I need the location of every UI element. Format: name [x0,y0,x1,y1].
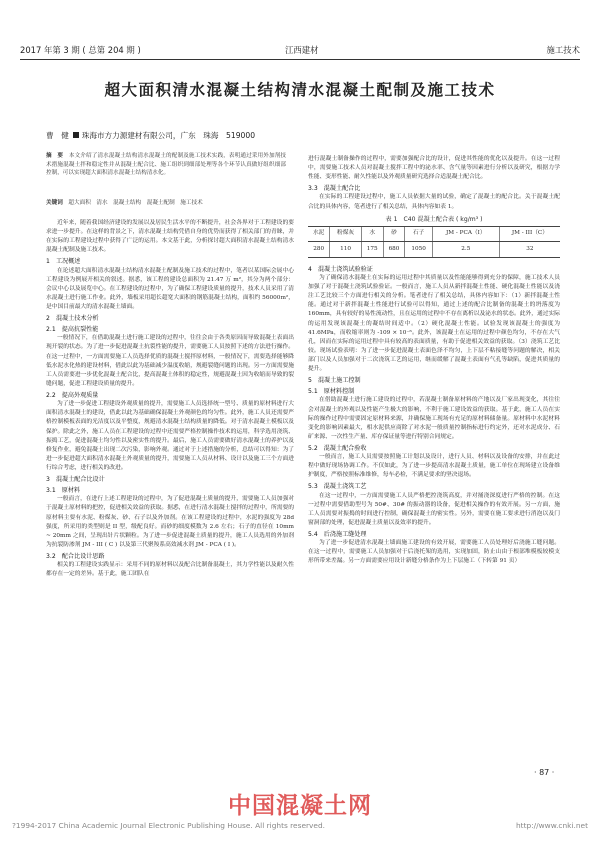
square-bullet-icon [73,132,79,138]
body-paragraph: 在借助混凝土进行施工建设的过程中，若混凝土制备原材料的产地以及厂家出现变化，其往往会对混凝土的外观以及性能产生极大的影响，不利于施工建设效益的获取。基于此，施工人员在实际的操作过程中需要固定原材料来源，并确保施工现场有充足的原材料储备量。原材料中水泥材料变化的影响因素最大，相水泥供应商除了对水泥一般质量控制指标进行约定外，还对水泥成分、石矿来源、一次性生产量、库存保证量等进行特别合同规定。 [308,397,560,440]
mix-ratio-table [308,226,560,258]
section-heading: 5.4 后浇施工缝处理 [308,530,367,538]
table-header-cell: 水泥 [308,226,330,241]
keywords [46,198,286,206]
running-header [20,44,580,58]
body-paragraph: 相关的工程建设实践显示：采用不同的原材料以及配合比制备混凝土，其力学性能以及耐久性都存在一定的差异。基于此，施工团队在 [46,562,294,578]
keywords-label: 关键词 [46,200,63,206]
section-heading: 5.3 混凝土浇筑工艺 [308,483,367,491]
section-heading: 3.1 原材料 [46,487,81,495]
section-heading: 5.2 混凝土配合验收 [308,444,367,452]
footer [12,821,588,833]
body-paragraph: 在实际的工程建设过程中，施工人员依据大量的试验，确定了混凝土的配合比。关于混凝土配合比的具体内容，笔者进行了相关总结，具体内容如表 1。 [308,194,560,210]
table-cell: 175 [361,242,383,257]
table-header-cell: JM - III（C） [499,226,560,241]
table-header-cell: 水 [361,226,383,241]
author-affiliation: 珠海市方力源建材有限公司，广东 珠海 519000 [81,131,256,140]
section-name: 施工技术 [546,45,580,55]
body-paragraph: 一般而言，在进行上述工程建设的过程中，为了促进混凝土质量的提升，需要施工人员加强对于混凝土原材料的把控，促进相关效益的获取。据悉，在进行清水混凝土搅拌的过程中，所需要的原材料主要有水泥、粉煤灰、砂、石子以及外加剂。在该工程建设的过程中，水泥的强度为 28d 强度，所采用的类型则是 II 型，级配良好。而砂的细度模数为 2.6 左右；石子的直径在 10mm ~ 20mm 之间，呈现出针片状颗粒。为了进一步促进混凝土质量的提升，施工人员选用的外加剂为抗裂防渗剂 JM - III ( C ) 以及第三代聚羧系高效减水剂 JM - PCA ( I )。 [46,496,294,549]
author-name: 曹 健 [46,131,69,140]
abstract [46,152,286,178]
table-cell: 680 [383,242,405,257]
issue-info: 2017 年第 3 期 ( 总第 204 期 ) [20,45,141,55]
page-number: · 87 · [534,768,555,777]
section-heading: 2 混凝土技术分析 [46,315,99,323]
body-paragraph: 为了进一步促进清水混凝土墙面施工建设的有效开展，需要施工人员处理好后浇施工缝问题。在这一过程中，需要施工人员加强对于后浇托架的选用，实现加固，防止山由于根部堆模板较模支形所带来差漏。另一方面需要应用设计新缝分格条作为上下层施工（下转第 91 页） [308,540,560,565]
abstract-label: 摘 要 [46,153,64,159]
right-column [308,155,560,567]
footer-url: http://www.cnki.net [515,821,588,830]
body-paragraph: 在这一过程中，一方面需要施工人员严格把控浇筑高度，并对捅浇深度进行严格的控制。在这一过程中需要借助型号为 50#、30# 的振动器的设备，促进相关操作的有效开展。另一方面，施工人员需要对振捣的时间进行控制，确保混凝土的密实性。另外，需要在施工要求进行消泡以及门窗洞部的处理，促进混凝土质量以及效率的提升。 [308,492,560,526]
body-paragraph: 近年来，随着我国经济建设的发展以及居民生活水平的不断提升，社会各界对于工程建设的要求进一步提升。在这样的背景之下，清水混凝土结构凭借自身的优势而获得了相关部门的青睐，并在实际的工程建设过程中获得了广泛的运用。本文基于此，分析探讨超大面积清水混凝土结构清水混凝土配制及施工技术。 [46,220,294,254]
table-header-cell: 粉煤灰 [330,226,362,241]
body-paragraph: 进行混凝土制备操作的过程中，需要加强配合比的设计，促进其性能的优化以及提升。在这一过程中，需要施工技术人员对混凝土搅拌工程中的泌水率、含气量等因素进行分析以及研究，根据力学性能、变形性能、耐久性能以及外观质量研究选择合适混凝土配合比。 [308,156,560,181]
watermark: 中国混凝土网 [228,793,372,819]
table-cell: 2.5 [432,242,499,257]
journal-name: 江西建材 [285,45,319,55]
body-paragraph: 为了确保清水混凝土在实际的运用过程中其质量以及性能能够得到充分的保障，施工技术人员加强了对于混凝土浇筑试验验证。一般而言，施工人员从新拌混凝土性能、硬化混凝土性能以及浇注工艺比较三个方面进行相关的分析。笔者进行了相关总结，具体内容如下：（1）新拌混凝土性能。通过对于新拌混凝土性能进行试验可以得知，通过上述的配合比制备的混凝土的坍落度为 160mm，具有较好的易性流动性，且在运用的过程中不存在离析以及泌水的状态。此外，通过实际的运用发现该混凝土的凝结时间适中。（2）硬化混凝土性能。试验发现该混凝土的强度为 41.6MPa，而收缩率则为 -109 × 10⁻⁶。此外，该混凝土在运用的过程中颜色均匀，不存在大气孔，因而在实际的运用过程中具有较高的表面质量，有助于促进相关效益的获取。（3）浇筑工艺比较。现场试验表明：为了进一步促进混凝土表面色泽不均匀，上下层不粘接缝等问题的解决，相关部门以及人员加强对于二次浇筑工艺的运用，继而缓解了混凝土表面有气孔等缺陷，促进其质量的提升。 [308,274,560,373]
section-heading: 5 混凝土施工控制 [308,377,361,385]
section-heading: 1 工况概述 [46,258,81,266]
body-paragraph: 在论述超大面积清水混凝土结构清水混凝土配制及施工技术的过程中，笔者以某国际会展中心工程建设为例展开相关的叙述。据悉，该工程的建设总面积为 21.47 万 m²，其分为两个部分：会议中心以及展览中心。在工程建设的过程中，为了确保工程建设质量的提升，技术人员采用了清水混凝土进行施工作业。此外，墙板采用超长超宽大面积的钢筋混凝土结构，面积约 56000m²，是中国目前最大的清水混凝土墙面。 [46,267,294,311]
table-caption: 表 1 C40 混凝土配合表 ( kg/m³ ) [385,215,483,223]
table-header-cell: 砂 [383,226,405,241]
article-title: 超大面积清水混凝土结构清水混凝土配制及施工技术 [104,81,496,99]
body-paragraph: 一般情况下，在借助混凝土进行施工建设的过程中，往往会由于各类原因而导致混凝土表面出现开裂的状态。为了进一步促进混凝土抗裂性能的提升，需要施工人员按照下述的方法进行操作。在这一过程中，一方面需要施工人员选择优质的混凝土搅拌原材料，一般情况下，需要选择能够降低水泥水化热的建设材料，借此以此为基础减少温度收缩，规避裂缝问题的出现。另一方面需要施工人员需要进一步优化混凝土配合比，提高混凝土体积的稳定性，规避混凝土因为收缩而导致的裂缝问题，促进工程建设质量的提升。 [46,335,294,388]
table-cell: 32 [499,242,560,257]
table-cell: 1050 [405,242,432,257]
section-heading: 2.2 提高外观质量 [46,392,99,399]
section-heading: 2.1 提高抗裂性能 [46,326,99,334]
table-header-cell: JM - PCA（I） [432,226,499,241]
keywords-text: 超大面积 清水 混凝土结构 混凝土配制 施工技术 [68,200,203,206]
abstract-text: 本文介绍了清水混凝土结构清水混凝土的配制及施工技术实践，表明通过采用外加剂技术措施混凝土拌和稳定性并从混凝土配合比、施工组织到细部处理等各个环节认真做好组织细部控制，可以实现超大面积清水混凝土结构清水化。 [46,153,286,177]
author-line [46,130,255,141]
table-header-cell: 石子 [405,226,432,241]
header-rule [20,59,580,60]
section-heading: 3.2 配合比设计思路 [46,553,105,561]
table-cell: 110 [330,242,362,257]
section-heading: 5.1 原材料控制 [308,388,355,396]
section-heading: 3 混凝土配合比设计 [46,476,105,484]
body-paragraph: 为了进一步促进工程建设外观质量的提升，需要施工人员选择统一型号、质量的原材料进行大面积清水混凝土的建设，借此以此为基础确保混凝土外观颜色的均匀性。此外，施工人员还需要严格控制模板表面的光洁度以及平整度，规避清水混凝土结构质量的降低。对于清水混凝土模板以及保护。除此之外，施工人员在工程建设的过程中还需要严格控制操作技术的运用，科学选用浇筑、振捣工艺，促进混凝土均匀性以及密实性的提升。最后，施工人员需要做好清水混凝土的养护以及修复作业，避免混凝土出现二次污染，影响外观。通过对于上述措施的分析，总结可以得知：为了进一步促进超大面积清水混凝土外观质量的提升，需要施工人员从材料、设计以及施工三个方面进行综合考虑，进行相关的改进。 [46,401,294,472]
table-row [308,242,560,257]
table-cell: 280 [308,242,330,257]
body-paragraph: 一般而言，施工人员需要按照施工计划以及设计，进行人员、材料以及设备的安排，并在此过程中做好现场协调工作。不仅如此，为了进一步提高清水混凝土质量，施工单位在现场建立设备维护制度，严格按照标准维修，每车必检，不满足要求的坚决退场。 [308,454,560,479]
section-heading: 3.3 混凝土配合比 [308,185,361,193]
left-column [46,219,294,580]
copyright-notice: ?1994-2017 China Academic Journal Electronic Publishing House. All rights reserved. [12,821,326,830]
section-heading: 4 混凝土浇筑试验验证 [308,265,373,273]
